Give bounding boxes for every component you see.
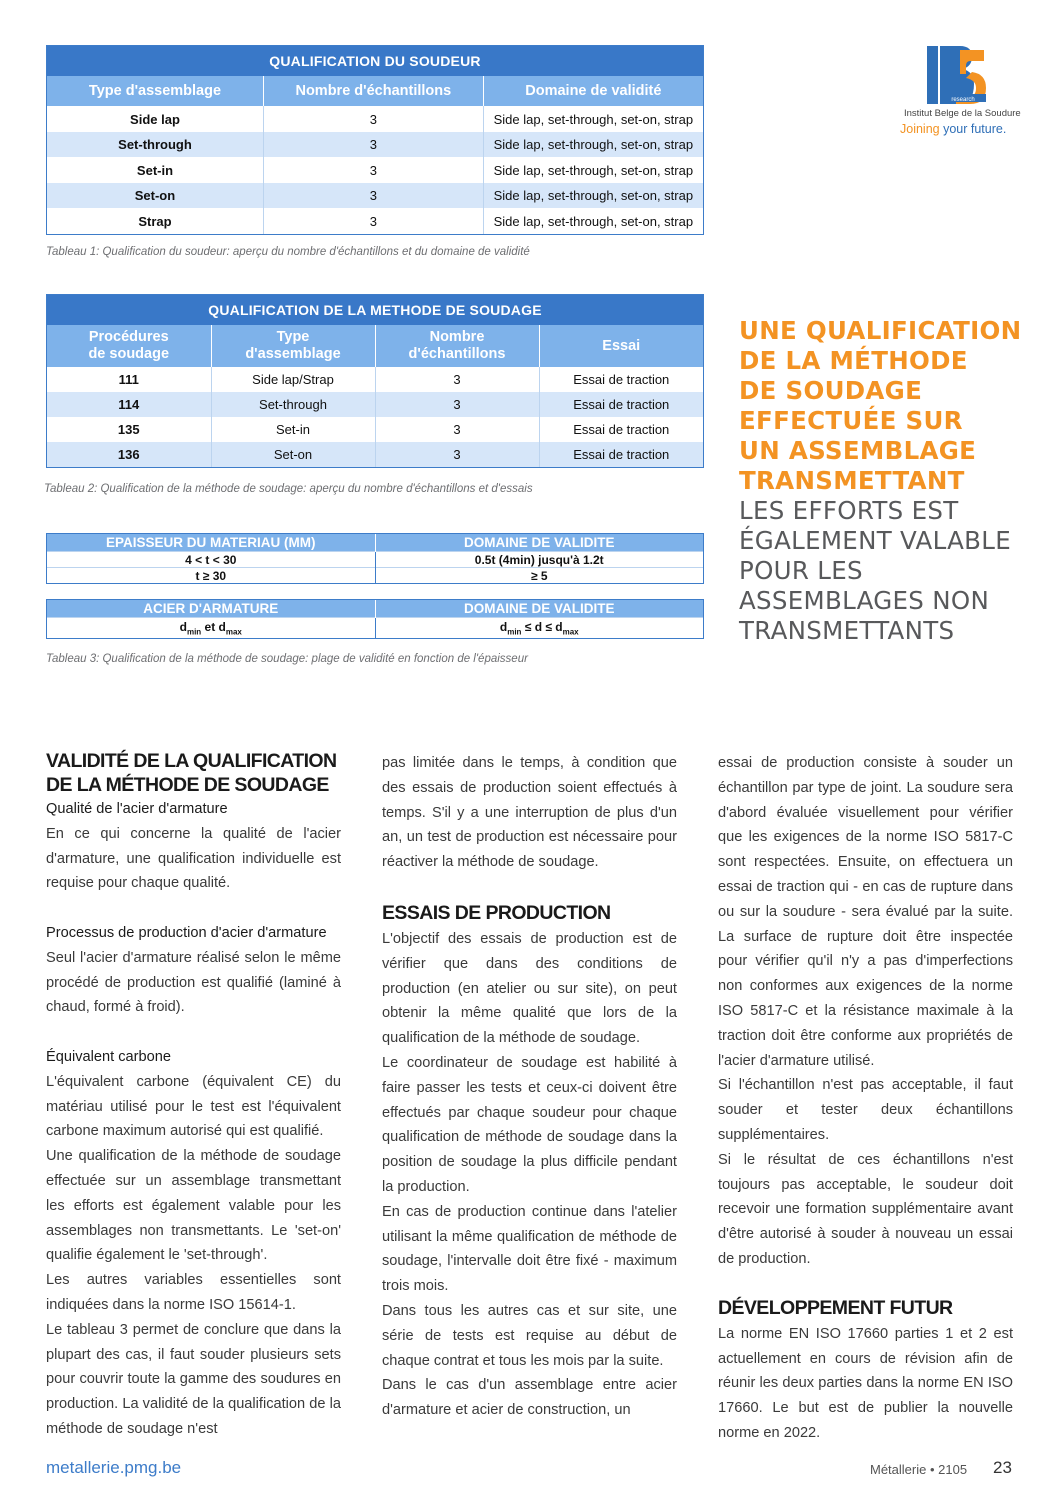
column-header: Nombre d'échantillons bbox=[263, 76, 483, 106]
column-header: DOMAINE DE VALIDITE bbox=[375, 600, 703, 618]
table-cell: Set-on bbox=[211, 442, 375, 467]
column-header: Domaine de validité bbox=[483, 76, 703, 106]
table-cell: Set-on bbox=[47, 183, 263, 208]
table-cell: 3 bbox=[375, 392, 539, 417]
pull-quote-line: ASSEMBLAGES NON bbox=[739, 586, 990, 615]
section-heading: DE LA MÉTHODE DE SOUDAGE bbox=[46, 774, 329, 796]
table-cell: Side lap bbox=[47, 106, 263, 132]
table-cell: 111 bbox=[47, 367, 211, 392]
header-line: d'échantillons bbox=[408, 346, 506, 362]
paragraph: Dans le cas d'un assemblage entre acier d'armature et acier de construction, un bbox=[382, 1377, 677, 1419]
header-line: Procédures bbox=[88, 329, 169, 345]
table-cell: 3 bbox=[375, 367, 539, 392]
section-heading: VALIDITÉ DE LA QUALIFICATION bbox=[46, 750, 337, 772]
table-cell: 3 bbox=[375, 417, 539, 442]
pull-quote-line: DE LA MÉTHODE bbox=[739, 346, 968, 375]
paragraph: En ce qui concerne la qualité de l'acier d'armature, une qualification individuelle est requise pour chaque qualité. bbox=[46, 825, 341, 892]
paragraph: Une qualification de la méthode de soudage effectuée sur un assemblage transmettant les efforts est également valable pour les assemblages non transmettants. Le 'set-on' qualifie également le 'set-through'. bbox=[46, 1148, 341, 1264]
pull-quote-line: POUR LES bbox=[739, 556, 863, 585]
header-line: Nombre bbox=[429, 329, 485, 345]
column-header: ACIER D'ARMATURE bbox=[47, 600, 375, 618]
formula-part: d bbox=[179, 619, 187, 634]
subheading: Équivalent carbone bbox=[46, 1048, 171, 1065]
table-cell: 0.5t (4min) jusqu'à 1.2t bbox=[375, 552, 703, 568]
table-cell: Essai de traction bbox=[539, 367, 703, 392]
table-cell: Set-in bbox=[47, 157, 263, 183]
logo-institute-name: Institut Belge de la Soudure bbox=[904, 108, 1021, 119]
paragraph: Seul l'acier d'armature réalisé selon le même procédé de production est qualifié (laminé à chaud, formé à froid). bbox=[46, 949, 341, 1016]
table-row bbox=[47, 568, 703, 584]
column-header bbox=[375, 325, 539, 367]
article-column-2 bbox=[382, 751, 677, 1423]
table-cell: Side lap, set-through, set-on, strap bbox=[483, 183, 703, 208]
column-header: DOMAINE DE VALIDITE bbox=[375, 534, 703, 552]
table-caption: Tableau 3: Qualification de la méthode de soudage: plage de validité en fonction de l'épaisseur bbox=[46, 653, 528, 665]
table-row bbox=[47, 552, 703, 568]
paragraph: Si l'échantillon n'est pas acceptable, il faut souder et tester deux échantillons supplémentaires. bbox=[718, 1077, 1013, 1143]
table-cell: 3 bbox=[263, 157, 483, 183]
column-header bbox=[211, 325, 375, 367]
paragraph: L'objectif des essais de production est de vérifier que dans des conditions de production (en atelier ou sur site), on peut obtenir la même qualité que lors de la qualification de la méthode de soudage. bbox=[382, 930, 677, 1047]
table-cell: Set-through bbox=[211, 392, 375, 417]
table-cell: 3 bbox=[263, 132, 483, 157]
table-cell: ≥ 5 bbox=[375, 568, 703, 584]
table-cell: Strap bbox=[47, 208, 263, 234]
paragraph: L'équivalent carbone (équivalent CE) du matériau utilisé pour le test est l'équivalent carbone maximum autorisé qui est qualifié. bbox=[46, 1073, 341, 1140]
table-row bbox=[47, 183, 703, 208]
pull-quote-line: ÉGALEMENT VALABLE bbox=[739, 526, 1012, 555]
page-number: 23 bbox=[993, 1458, 1012, 1477]
header-line: Type bbox=[276, 329, 310, 345]
pull-quote-line: EFFECTUÉE SUR bbox=[739, 406, 963, 435]
formula-subscript: max bbox=[225, 627, 242, 637]
table-cell: 136 bbox=[47, 442, 211, 467]
table-row bbox=[47, 442, 703, 467]
ibs-logo-mark bbox=[900, 44, 1020, 106]
table-cell: Side lap, set-through, set-on, strap bbox=[483, 106, 703, 132]
subheading: Qualité de l'acier d'armature bbox=[46, 801, 228, 817]
table-cell: Essai de traction bbox=[539, 442, 703, 467]
paragraph: essai de production consiste à souder un échantillon par type de joint. La soudure sera d'abord évaluée visuellement pour vérifier que les exigences de la norme ISO 5817-C sont respectées. Ensuite, on effectuera un essai de traction qui - en cas de rupture dans ou sur la soudure - sera évalué par la suite. La surface de rupture doit être inspectée pour vérifier qu'il n'y a pas d'imperfections non conformes aux exigences de la norme ISO 5817-C et la résistance maximale à la traction doit être conforme aux propriétés de l'acier d'armature utilisé. bbox=[718, 755, 1013, 1069]
table-cell: 3 bbox=[263, 183, 483, 208]
table-cell: Side lap, set-through, set-on, strap bbox=[483, 157, 703, 183]
subheading: Processus de production d'acier d'armature bbox=[46, 924, 327, 941]
table-caption: Tableau 1: Qualification du soudeur: aperçu du nombre d'échantillons et du domaine de validité bbox=[46, 246, 530, 258]
table-row bbox=[47, 132, 703, 157]
paragraph: Le coordinateur de soudage est habilité à faire passer les tests et ceux-ci doivent être effectués par chaque soudeur pour chaque qualification de méthode de soudage dans la position de soudage la plus difficile pendant la production. bbox=[382, 1054, 677, 1195]
table-row bbox=[47, 417, 703, 442]
table-row bbox=[47, 618, 703, 639]
header-line: Essai bbox=[602, 337, 641, 354]
column-header: EPAISSEUR DU MATERIAU (MM) bbox=[47, 534, 375, 552]
table-cell: Set-through bbox=[47, 132, 263, 157]
table-cell: 114 bbox=[47, 392, 211, 417]
section-heading: ESSAIS DE PRODUCTION bbox=[382, 901, 611, 924]
table-cell: 135 bbox=[47, 417, 211, 442]
formula-subscript: min bbox=[186, 627, 202, 637]
paragraph: Les autres variables essentielles sont indiquées dans la norme ISO 15614-1. bbox=[46, 1272, 341, 1313]
table-row bbox=[47, 367, 703, 392]
column-header: Type d'assemblage bbox=[47, 76, 263, 106]
section-heading: DÉVELOPPEMENT FUTUR bbox=[718, 1296, 953, 1319]
formula-part: ≤ d ≤ d bbox=[521, 619, 563, 634]
article-column-1 bbox=[46, 749, 341, 1442]
paragraph: Le tableau 3 permet de conclure que dans la plupart des cas, il faut souder plusieurs sets pour couvrir toute la gamme des soudures en production. La validité de la qualification de la méthode de soudage n'est bbox=[46, 1321, 341, 1437]
formula-part: d bbox=[499, 619, 508, 634]
footer-website-link[interactable]: metallerie.pmg.be bbox=[46, 1458, 182, 1477]
header-line: de soudage bbox=[88, 346, 170, 362]
table-cell bbox=[47, 618, 375, 639]
table-cell: 3 bbox=[263, 208, 483, 234]
logo-slogan bbox=[900, 122, 1006, 136]
table-thickness-validity bbox=[46, 533, 704, 584]
formula-subscript: min bbox=[507, 627, 522, 637]
table-rebar-validity bbox=[46, 599, 704, 639]
paragraph: pas limitée dans le temps, à condition que des essais de production soient effectués à temps. S'il y a une interruption de plus d'un an, un test de production est nécessaire pour réactiver la méthode de soudage. bbox=[382, 755, 677, 871]
table-row bbox=[47, 392, 703, 417]
pull-quote-line: DE SOUDAGE bbox=[739, 376, 923, 405]
paragraph: Dans tous les autres cas et sur site, une série de tests est requise au début de chaque contrat et tous les mois par la suite. bbox=[382, 1302, 677, 1369]
pull-quote-line: UN ASSEMBLAGE bbox=[739, 436, 977, 465]
paragraph: La norme EN ISO 17660 parties 1 et 2 est actuellement en cours de révision afin de réunir les deux parties dans la norme EN ISO 17660. Le but est de publier la nouvelle norme en 2022. bbox=[718, 1325, 1013, 1441]
table-row bbox=[47, 208, 703, 234]
table-cell: t ≥ 30 bbox=[47, 568, 375, 584]
table-cell: Essai de traction bbox=[539, 417, 703, 442]
table-row bbox=[47, 106, 703, 132]
header-line: d'assemblage bbox=[245, 346, 341, 362]
table-caption: Tableau 2: Qualification de la méthode de soudage: aperçu du nombre d'échantillons et d'essais bbox=[44, 483, 533, 495]
table-welder-qualification bbox=[46, 45, 704, 235]
logo-slogan-rest: your future. bbox=[939, 122, 1007, 136]
table-cell: Side lap/Strap bbox=[211, 367, 375, 392]
table-cell: Essai de traction bbox=[539, 392, 703, 417]
table-row bbox=[47, 157, 703, 183]
formula-part: et d bbox=[201, 619, 226, 634]
pull-quote-line: TRANSMETTANTS bbox=[739, 616, 955, 645]
footer-issue: Métallerie • 2105 bbox=[870, 1462, 968, 1477]
table-cell bbox=[375, 618, 703, 639]
pull-quote-line: LES EFFORTS EST bbox=[739, 496, 959, 525]
formula-subscript: max bbox=[562, 627, 579, 637]
table-cell: Side lap, set-through, set-on, strap bbox=[483, 208, 703, 234]
paragraph: Si le résultat de ces échantillons n'est toujours pas acceptable, le soudeur doit recevoir une formation supplémentaire avant d'être autorisé à souder à nouveau un essai de production. bbox=[718, 1151, 1013, 1267]
table-method-qualification bbox=[46, 294, 704, 468]
column-header bbox=[539, 325, 703, 367]
table-cell: 3 bbox=[263, 106, 483, 132]
ibs-logo bbox=[900, 44, 1020, 139]
table-cell: Set-in bbox=[211, 417, 375, 442]
pull-quote bbox=[739, 316, 1039, 646]
table-cell: Side lap, set-through, set-on, strap bbox=[483, 132, 703, 157]
column-header bbox=[47, 325, 211, 367]
table-cell: 4 < t < 30 bbox=[47, 552, 375, 568]
paragraph: En cas de production continue dans l'atelier utilisant la même qualification de méthode de soudage, l'intervalle doit être fixé - maximum trois mois. bbox=[382, 1203, 677, 1295]
logo-slogan-accent: Joining bbox=[900, 122, 940, 136]
pull-quote-line: TRANSMETTANT bbox=[739, 466, 965, 495]
pull-quote-line: UNE QUALIFICATION bbox=[739, 316, 1022, 345]
table-cell: 3 bbox=[375, 442, 539, 467]
article-column-3 bbox=[718, 751, 1013, 1446]
table-title: QUALIFICATION DE LA METHODE DE SOUDAGE bbox=[47, 295, 703, 325]
logo-word: research bbox=[951, 97, 975, 103]
table-title: QUALIFICATION DU SOUDEUR bbox=[47, 46, 703, 76]
